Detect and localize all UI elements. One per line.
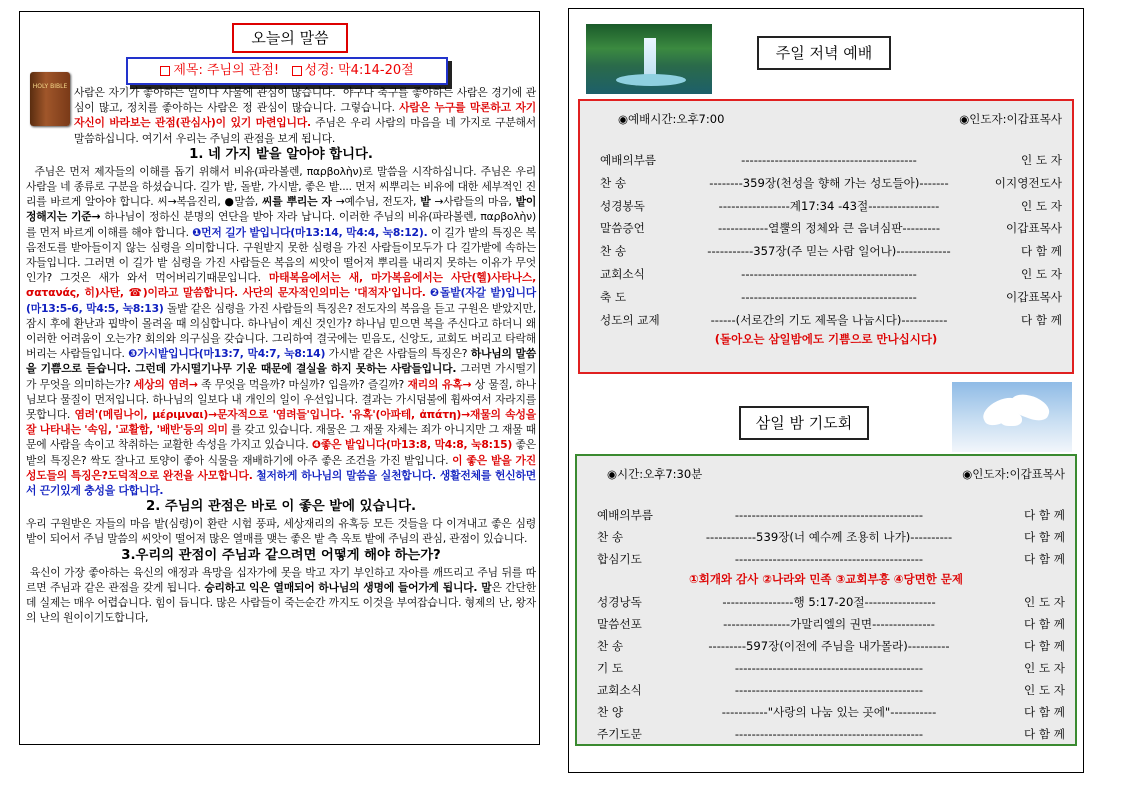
text-point-2: 돌밭 같은 심령을 가진 사람들의 특징은? 전도자의 복음을 듣고 구원은 받았지만, 잠시 후에 환난과 핍박이 몰려올 때 의심합니다. 하나님이 계신 것인가? 하나님 믿으면 복을 주신다고 하더니 왜 이러한 어려움이 오는가? 회의와 의구심을 갖습니다. 그리하여 결국에는 믿음도, 신앙도, 교회도 버리고 타락해 버리는 사람들입니다. bbox=[26, 301, 536, 361]
wed-row bbox=[597, 725, 1065, 743]
evening-note: (돌아오는 삼일밤에도 기쁨으로 만나십시다) bbox=[714, 332, 938, 346]
wed-row-leader: 다 함 께 bbox=[1024, 639, 1065, 653]
evening-row-detail: ------------------------------------------ bbox=[741, 289, 917, 304]
point-1: ❶먼저 길가 밭입니다(마13:14, 막4:4, 눅8:12). bbox=[192, 225, 428, 239]
emph-worry: 세상의 염려→ bbox=[133, 377, 198, 391]
wed-row-leader: 인 도 자 bbox=[1024, 683, 1065, 697]
evening-row-item: 찬 송 bbox=[600, 244, 627, 259]
evening-row bbox=[600, 311, 1062, 329]
evening-row-leader: 이지영전도사 bbox=[994, 175, 1062, 190]
square-bullet-icon bbox=[160, 66, 170, 76]
text-point-4: 좋은 밭의 특징은? 싹도 잘나고 토양이 좋아 식물을 재배하기에 아주 좋은 조건을 가진 밭입니다. bbox=[26, 438, 536, 467]
wednesday-prayer-title: 삼일 밤 기도회 bbox=[739, 406, 869, 440]
bible-float-spacer bbox=[26, 85, 74, 143]
wednesday-prayer-box bbox=[575, 454, 1077, 746]
evening-row bbox=[600, 174, 1062, 192]
wed-row-item: 찬 양 bbox=[597, 705, 624, 719]
wed-row-item: 주기도문 bbox=[597, 727, 642, 741]
wed-row bbox=[597, 615, 1065, 633]
wed-row bbox=[597, 637, 1065, 655]
wed-time: ◉시간:오후7:30분 bbox=[607, 467, 703, 481]
para-4c: 은 간단한데 실제는 매우 어렵습니다. 힘이 듭니다. 많은 사람들이 죽는순간 까지도 이것을 부여잡습니다. 형제의 난, 왕자의 난의 원이이기도합니다, bbox=[26, 580, 537, 625]
wed-row bbox=[597, 528, 1065, 546]
wed-row-item: 찬 송 bbox=[597, 530, 624, 544]
sermon-subtitle bbox=[126, 57, 448, 85]
para-1d: 주님은 우리 사람의 마음을 네 가지로 구분해서 말씀하십니다. 여기서 우리는 주님의 관점을 보게 됩니다. bbox=[74, 116, 537, 145]
evening-row bbox=[600, 219, 1062, 237]
evening-time: ◉예배시간:오후7:00 bbox=[618, 112, 725, 126]
emph-wealth: 재리의 유혹→ bbox=[407, 377, 472, 391]
evening-row-detail: -----------------계17:34 -43절----------------- bbox=[718, 198, 940, 213]
evening-row-leader: 다 함 께 bbox=[1021, 312, 1062, 327]
wed-row-leader: 다 함 께 bbox=[1024, 617, 1065, 631]
evening-row bbox=[600, 288, 1062, 306]
wed-row-detail: --------------------------------------------- bbox=[734, 683, 924, 697]
wed-row bbox=[597, 550, 1065, 568]
service-panel bbox=[568, 8, 1084, 773]
point-3: ❸가시밭입니다(마13:7, 막4:7, 눅8:14) bbox=[128, 347, 326, 361]
evening-service-box bbox=[578, 99, 1074, 374]
wed-row-leader: 인 도 자 bbox=[1024, 661, 1065, 675]
wed-row-item: 찬 송 bbox=[597, 639, 624, 653]
wed-row-item: 성경낭독 bbox=[597, 595, 642, 609]
wed-row bbox=[597, 703, 1065, 721]
heading-2: 2. 주님의 관점은 바로 이 좋은 밭에 있습니다. bbox=[145, 499, 417, 515]
evening-row-detail: ------------열뿔의 정체와 큰 음녀심판--------- bbox=[717, 221, 941, 236]
heading-1: 1. 네 가지 밭을 알아야 합니다. bbox=[189, 146, 373, 162]
para-1b: 야구나 축구를 좋아하는 사람은 경기에 관심이 많고, 정치를 좋아하는 사람은 정 관심이 많습니다. 그렇습니다. bbox=[74, 86, 536, 115]
evening-row-detail: ------------------------------------------ bbox=[741, 267, 917, 281]
wed-prayer-topics: ①회개와 감사 ②나라와 민족 ③교회부흥 ④당면한 문제 bbox=[688, 572, 964, 586]
waterfall-image bbox=[586, 24, 712, 94]
emph-deception: 염려'(메림나이, μέριμναι)→문자적으로 '염려들'입니다. '유혹'(아파테, ἀπάτη)→재물의 속성을 잘 나타내는 '속임, '교활함, '배반'등의 의미 bbox=[26, 408, 536, 437]
text-hearts: →사람들의 마음, bbox=[434, 195, 512, 209]
wed-row-leader: 다 함 께 bbox=[1024, 552, 1065, 566]
evening-row-leader: 다 함 께 bbox=[1021, 244, 1062, 259]
emph-criteria: 밭이 정해지는 기준→ bbox=[26, 195, 537, 224]
wed-row-leader: 인 도 자 bbox=[1024, 595, 1065, 609]
evening-row-leader: 인 도 자 bbox=[1021, 198, 1062, 213]
wed-row-item: 교회소식 bbox=[597, 683, 642, 697]
evening-row-item: 축 도 bbox=[600, 289, 627, 304]
sermon-panel bbox=[19, 11, 540, 745]
sermon-topic: 제목: 주님의 관점! bbox=[173, 63, 280, 78]
wed-row-item: 말씀선포 bbox=[597, 617, 642, 631]
para-1c: 사람은 누구를 막론하고 자기 자신이 바라보는 관점(관심사)이 있기 마련입니다. bbox=[74, 101, 536, 130]
evening-row-detail: -----------357장(주 믿는 사람 일어나)------------- bbox=[707, 244, 951, 259]
emph-satan: 마태복음에서는 새, 마가복음에서는 사단(헬)사타나스, σατανάς, 히)사탄, ☎)이라고 말씀합니다. 사단의 문자적인의미는 '대적자'입니다. bbox=[26, 271, 536, 300]
square-bullet-icon bbox=[292, 66, 302, 76]
evening-row-leader: 인 도 자 bbox=[1021, 153, 1062, 167]
evening-row-leader: 인 도 자 bbox=[1021, 267, 1062, 281]
para-2: 주님은 먼저 제자들의 이해를 돕기 위해서 비유(파라볼렌, παρβολὴν)로 말씀을 시작하십니다. 주님은 우리 사람을 네 종류로 구분을 하셨습니다. 길가 밭, 돌밭, 가시밭, 좋은 밭.... 먼저 씨뿌리는 비유에 대한 세부적인 진리를 바르게 알아야 합니다. 씨→복음진리, ●말씀, bbox=[26, 164, 536, 209]
emph-practice: 철저하게 하나님의 말씀을 실천합니다. 생활전체를 헌신하면서 끈기있게 충성을 다합니다. bbox=[26, 468, 536, 498]
sermon-body bbox=[26, 85, 536, 626]
text-point-3: 가시밭 같은 사람들의 특징은? bbox=[328, 347, 468, 361]
evening-row-item: 성도의 교제 bbox=[600, 312, 660, 327]
wed-row-leader: 다 함 께 bbox=[1024, 508, 1065, 522]
wed-row-detail: --------------------------------------------- bbox=[734, 552, 924, 566]
emph-field: 밭 bbox=[420, 195, 431, 209]
text-thorns-q: 그러면 가시떨기가 무엇을 의미하는가? bbox=[26, 362, 537, 391]
evening-row-detail: ------(서로간의 기도 제목을 나눕시다)----------- bbox=[710, 312, 948, 327]
wed-row-detail: ---------597장(이전에 주님을 내가몰라)---------- bbox=[708, 639, 950, 653]
wed-row-leader: 다 함 께 bbox=[1024, 530, 1065, 544]
emph-thorns: 하나님의 말씀을 기쁨으로 듣습니다. 그런데 가시떨기나무 기운 때문에 결실을 하지 못하는 사람들입니다. bbox=[26, 347, 536, 376]
text-deception: 를 갖고 있습니다. 재물은 그 재물 자체는 죄가 아니지만 그 재물 때문에 사람을 속이고 착취하는 교활한 속성을 가지고 있습니다. bbox=[26, 423, 536, 452]
evening-row-item: 교회소식 bbox=[600, 267, 645, 281]
wed-row-leader: 다 함 께 bbox=[1024, 727, 1065, 741]
sermon-verse: 성경: 막4:14-20절 bbox=[304, 63, 414, 78]
evening-row-item: 찬 송 bbox=[600, 175, 627, 190]
evening-row-item: 예배의부름 bbox=[600, 153, 656, 167]
sermon-title: 오늘의 말씀 bbox=[232, 23, 348, 53]
evening-row-item: 말씀증언 bbox=[600, 221, 645, 236]
para-1a: 사람은 자기가 좋아하는 일이나 사물에 관심이 많습니다. bbox=[74, 86, 336, 99]
wed-row-detail: -----------"사랑의 나눔 있는 곳에"----------- bbox=[721, 705, 937, 719]
text-wealth: 상 물질, 하나님보다 물질이 먼저입니다. 하나님의 일보다 내 개인의 일이 우선입니다. 결과는 가시덤불에 휩싸여서 자라지를 못합니다. bbox=[26, 377, 536, 422]
para-4a: 육신이 가장 좋아하는 육신의 애정과 욕망을 십자가에 못을 박고 자기 부인하고 자아를 깨뜨리고 주님 뒤를 따르면 주님과 같은 관점을 갖게 됩니다. bbox=[26, 565, 536, 594]
evening-row-detail: ------------------------------------------ bbox=[741, 153, 917, 167]
evening-row bbox=[600, 265, 1062, 283]
wed-row-item: 기 도 bbox=[597, 661, 624, 675]
dove-image bbox=[952, 382, 1072, 452]
wed-row-leader: 다 함 께 bbox=[1024, 705, 1065, 719]
wed-row bbox=[597, 659, 1065, 677]
wed-row-detail: --------------------------------------------- bbox=[734, 661, 924, 675]
evening-service-title: 주일 저녁 예배 bbox=[757, 36, 891, 70]
holy-bible-icon: HOLY BIBLE bbox=[30, 72, 70, 126]
text-jesus: →예수님, 전도자, bbox=[335, 195, 417, 209]
para-4b: 승리하고 익은 열매되어 하나님의 생명에 들어가게 됩니다. 말 bbox=[204, 580, 492, 594]
evening-row bbox=[600, 242, 1062, 260]
evening-leader: ◉인도자:이갑표목사 bbox=[959, 112, 1062, 126]
wed-row bbox=[597, 506, 1065, 524]
evening-row bbox=[600, 197, 1062, 215]
emph-good-field: 이 좋은 밭을 가진 성도들의 특징은?도덕적으로 완전을 사모합니다. bbox=[26, 453, 536, 482]
text-criteria: 하나님이 정하신 분명의 연단을 받아 자라 납니다. 이러한 주님의 비유(파라볼렌, παρβολὴν)를 먼저 바르게 이해를 해야 합니다. bbox=[26, 210, 537, 239]
evening-row-leader: 이갑표목사 bbox=[1006, 289, 1062, 304]
evening-row-item: 성경봉독 bbox=[600, 198, 645, 213]
evening-row-detail: --------359장(천성을 향해 가는 성도들아)------- bbox=[709, 175, 949, 190]
text-worry: 족 무엇을 먹을까? 마실까? 입을까? 즐길까? bbox=[201, 377, 405, 391]
heading-3: 3.우리의 관점이 주님과 같으려면 어떻게 해야 하는가? bbox=[121, 547, 441, 563]
evening-row-leader: 이갑표목사 bbox=[1006, 221, 1062, 236]
wed-row-detail: --------------------------------------------- bbox=[734, 727, 924, 741]
text-point-1: 이 길가 밭의 특징은 복음전도를 받아들이지 않는 심령을 의미합니다. 구원받지 못한 심령을 가진 사람들이모두가 다 길가밭에 속하는 자들입니다. 그러면 이 길가 밭 심령을 가진 사람들은 복음의 씨앗이 떨어져 뿌리를 내리지 못하는 이유가 무엇인가? 그것은 새가 와서 먹어버리기때문입니다. bbox=[26, 225, 537, 285]
wed-row-item: 합심기도 bbox=[597, 552, 642, 566]
evening-row bbox=[600, 151, 1062, 169]
wed-row-item: 예배의부름 bbox=[597, 508, 653, 522]
point-4: ❹좋은 밭입니다(마13:8, 막4:8, 눅8:15) bbox=[311, 438, 513, 452]
wed-row-detail: -----------------행 5:17-20절----------------- bbox=[722, 595, 936, 609]
wed-leader: ◉인도자:이갑표목사 bbox=[962, 467, 1065, 481]
para-3: 우리 구원받은 자들의 마음 밭(심령)이 환란 시험 풍파, 세상재리의 유혹등 모든 것들을 다 이겨내고 좋은 심령 밭이 되어서 주님 말씀의 씨앗이 떨어져 많은 열매를 맺는 좋은 밭 측 옥토 밭에 주님의 관심, 관점이 있습니다. bbox=[26, 517, 536, 546]
wed-row-detail: ------------539장(너 예수께 조용히 나가)---------- bbox=[705, 530, 953, 544]
wed-row-detail: ----------------가말리엘의 권면--------------- bbox=[723, 617, 935, 631]
wed-row bbox=[597, 681, 1065, 699]
emph-sower: 씨를 뿌리는 자 bbox=[261, 195, 332, 209]
point-2: ❷돌밭(자갈 밭)입니다(마13:5-6, 막4:5, 눅8:13) bbox=[26, 286, 536, 315]
wed-row-detail: --------------------------------------------- bbox=[734, 508, 924, 522]
wed-row bbox=[597, 593, 1065, 611]
